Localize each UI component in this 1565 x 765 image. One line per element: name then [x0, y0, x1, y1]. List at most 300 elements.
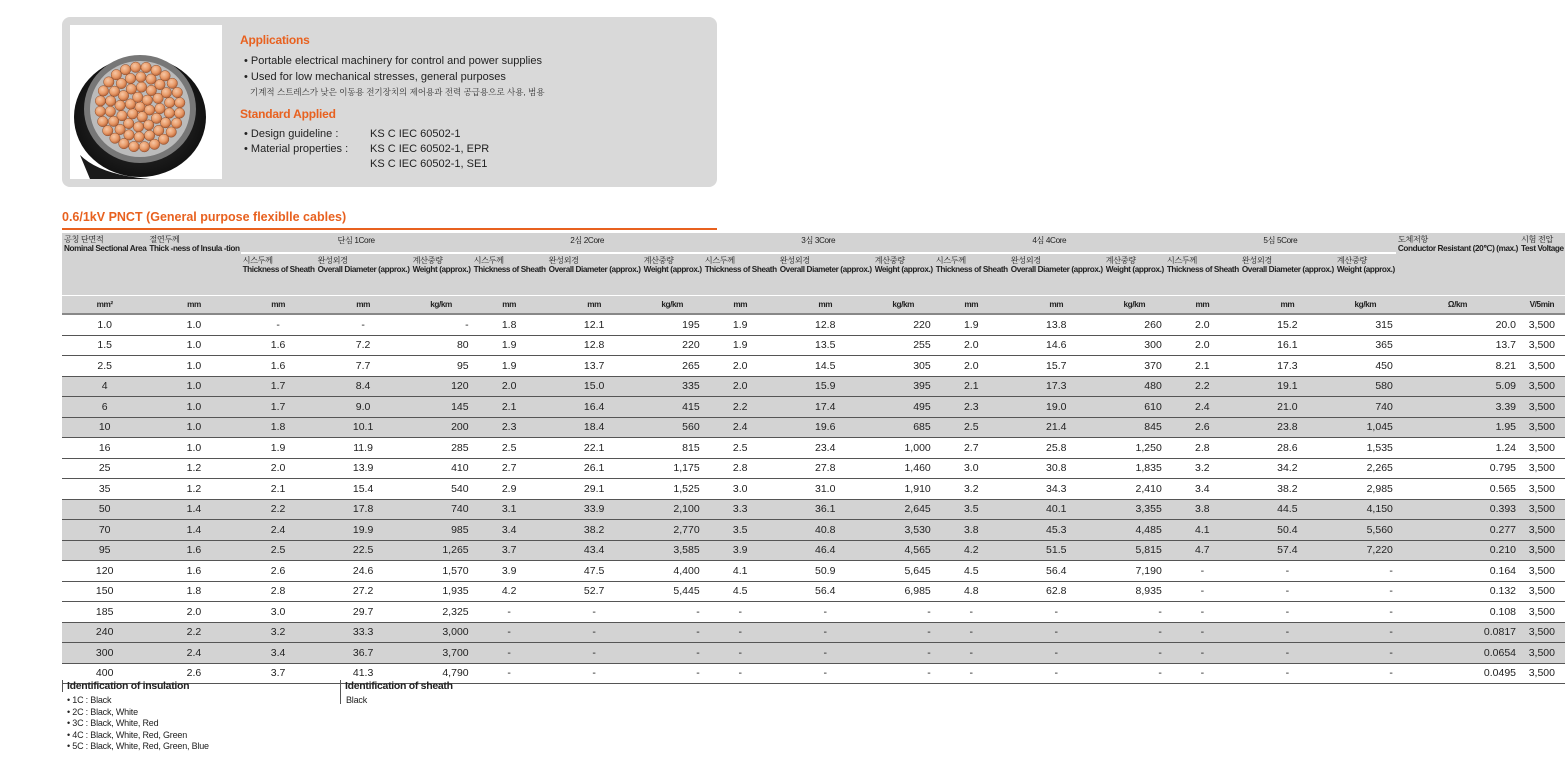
cell-sheath: -	[1165, 582, 1240, 603]
unit-insulation: mm	[147, 295, 240, 316]
cell-overall-diameter: -	[1009, 643, 1104, 664]
cell-weight: 335	[642, 377, 703, 398]
cell-weight: 1,570	[411, 561, 472, 582]
cell-overall-diameter: 23.4	[778, 438, 873, 459]
insulation-item: • 3C : Black, White, Red	[67, 718, 159, 728]
table-row	[62, 438, 1565, 459]
copper-strand	[105, 106, 115, 116]
table-row	[62, 520, 1565, 541]
cell-sheath: 2.8	[1165, 438, 1240, 459]
table-row	[62, 479, 1565, 500]
cell-sheath: 2.0	[703, 356, 778, 377]
cell-weight: 2,325	[411, 602, 472, 623]
cell-weight: 845	[1104, 418, 1165, 439]
insulation-item: • 5C : Black, White, Red, Green, Blue	[67, 741, 209, 751]
cell-overall-diameter: 40.8	[778, 520, 873, 541]
copper-strand	[158, 134, 168, 144]
unit-volt: V/5min	[1519, 295, 1565, 316]
cell-weight: 4,400	[642, 561, 703, 582]
cell-sheath: 1.9	[472, 356, 547, 377]
cell-test-voltage: 3,500	[1519, 479, 1565, 500]
cell-resistance: 0.132	[1396, 582, 1519, 603]
copper-strand	[127, 109, 137, 119]
cell-weight: 95	[411, 356, 472, 377]
cell-overall-diameter: 47.5	[547, 561, 642, 582]
cell-overall-diameter: 22.5	[316, 541, 411, 562]
copper-strand	[164, 108, 174, 118]
cell-overall-diameter: 56.4	[778, 582, 873, 603]
table-row	[62, 500, 1565, 521]
cell-weight: -	[873, 664, 934, 685]
cell-sheath: -	[1165, 623, 1240, 644]
standard-row: KS C IEC 60502-1, SE1	[370, 158, 488, 170]
cell-overall-diameter: 14.6	[1009, 336, 1104, 357]
cell-overall-diameter: -	[1009, 602, 1104, 623]
table-row	[62, 643, 1565, 664]
copper-strand	[133, 122, 143, 132]
unit-mm: mm	[778, 295, 873, 316]
cell-weight: 2,770	[642, 520, 703, 541]
cell-weight: 1,045	[1335, 418, 1396, 439]
sheath-value: Black	[346, 695, 368, 705]
cell-sheath: 2.2	[241, 500, 316, 521]
cell-sheath: 3.4	[472, 520, 547, 541]
cell-overall-diameter: 51.5	[1009, 541, 1104, 562]
unit-kgkm: kg/km	[1104, 295, 1165, 316]
cell-weight: -	[642, 623, 703, 644]
cell-test-voltage: 3,500	[1519, 643, 1565, 664]
cell-test-voltage: 3,500	[1519, 336, 1565, 357]
cell-weight: 450	[1335, 356, 1396, 377]
cell-overall-diameter: 45.3	[1009, 520, 1104, 541]
cell-weight: -	[1104, 602, 1165, 623]
cell-weight: 1,175	[642, 459, 703, 480]
cell-sheath: 2.3	[472, 418, 547, 439]
cell-sheath: -	[703, 602, 778, 623]
cell-overall-diameter: 50.9	[778, 561, 873, 582]
cell-weight: 540	[411, 479, 472, 500]
header-overall-diameter: 완성외경 Overall Diameter (approx.)	[316, 253, 411, 295]
cell-overall-diameter: 22.1	[547, 438, 642, 459]
cell-sheath: 2.8	[241, 582, 316, 603]
copper-strand	[175, 97, 185, 107]
cell-overall-diameter: 12.8	[778, 315, 873, 336]
unit-mm: mm	[934, 295, 1009, 316]
cell-overall-diameter: 30.8	[1009, 459, 1104, 480]
cell-sheath: -	[241, 315, 316, 336]
cell-weight: -	[642, 643, 703, 664]
cell-weight: 740	[411, 500, 472, 521]
cell-overall-diameter: -	[1240, 643, 1335, 664]
standard-title: Standard Applied	[240, 107, 336, 121]
header-group-3core: 3심 3Core	[703, 232, 934, 253]
cell-weight: 815	[642, 438, 703, 459]
cell-resistance: 0.164	[1396, 561, 1519, 582]
copper-strand	[129, 141, 139, 151]
cell-area: 25	[62, 459, 147, 480]
header-weight: 계산중량 Weight (approx.)	[1335, 253, 1396, 295]
cell-overall-diameter: 13.7	[547, 356, 642, 377]
cell-overall-diameter: 43.4	[547, 541, 642, 562]
cell-weight: 2,410	[1104, 479, 1165, 500]
cell-weight: -	[873, 623, 934, 644]
cell-overall-diameter: 12.8	[547, 336, 642, 357]
copper-strand	[149, 139, 159, 149]
cell-resistance: 0.0495	[1396, 664, 1519, 685]
cell-overall-diameter: 27.8	[778, 459, 873, 480]
unit-mm: mm	[703, 295, 778, 316]
copper-strand	[98, 116, 108, 126]
cell-overall-diameter: 57.4	[1240, 541, 1335, 562]
cell-sheath: 1.8	[241, 418, 316, 439]
cell-sheath: 4.8	[934, 582, 1009, 603]
cell-weight: 1,460	[873, 459, 934, 480]
cell-area: 50	[62, 500, 147, 521]
cell-overall-diameter: 12.1	[547, 315, 642, 336]
cell-sheath: 3.0	[934, 459, 1009, 480]
cable-cross-section-image	[70, 25, 222, 179]
cell-overall-diameter: 41.3	[316, 664, 411, 685]
copper-strand	[164, 97, 174, 107]
cell-insulation: 2.4	[147, 643, 240, 664]
cell-weight: 5,645	[873, 561, 934, 582]
table-row	[62, 315, 1565, 336]
cell-area: 185	[62, 602, 147, 623]
cell-weight: 395	[873, 377, 934, 398]
cell-overall-diameter: -	[1240, 602, 1335, 623]
cell-weight: 2,100	[642, 500, 703, 521]
cell-sheath: 1.9	[703, 315, 778, 336]
cell-weight: 3,585	[642, 541, 703, 562]
cell-overall-diameter: 28.6	[1240, 438, 1335, 459]
cell-resistance: 5.09	[1396, 377, 1519, 398]
cell-insulation: 2.2	[147, 623, 240, 644]
cell-overall-diameter: 15.0	[547, 377, 642, 398]
header-overall-diameter: 완성외경 Overall Diameter (approx.)	[1240, 253, 1335, 295]
cell-sheath: 2.0	[241, 459, 316, 480]
cell-sheath: 2.0	[703, 377, 778, 398]
application-item: • Portable electrical machinery for control and power supplies	[244, 55, 542, 67]
cell-sheath: -	[472, 602, 547, 623]
cell-sheath: 3.0	[241, 602, 316, 623]
cell-sheath: 4.5	[934, 561, 1009, 582]
cell-overall-diameter: 29.7	[316, 602, 411, 623]
cell-overall-diameter: 27.2	[316, 582, 411, 603]
header-weight: 계산중량 Weight (approx.)	[1104, 253, 1165, 295]
cell-insulation: 2.0	[147, 602, 240, 623]
cell-overall-diameter: 17.3	[1240, 356, 1335, 377]
cell-weight: 1,265	[411, 541, 472, 562]
cell-overall-diameter: 15.2	[1240, 315, 1335, 336]
cell-sheath: 1.9	[472, 336, 547, 357]
cell-overall-diameter: 62.8	[1009, 582, 1104, 603]
cell-sheath: 3.9	[703, 541, 778, 562]
cell-overall-diameter: 21.4	[1009, 418, 1104, 439]
cell-sheath: 3.2	[241, 623, 316, 644]
cell-overall-diameter: 19.6	[778, 418, 873, 439]
cell-sheath: 1.7	[241, 397, 316, 418]
cell-area: 1.5	[62, 336, 147, 357]
cell-overall-diameter: -	[778, 643, 873, 664]
cell-overall-diameter: 9.0	[316, 397, 411, 418]
cell-sheath: 2.5	[472, 438, 547, 459]
applications-title: Applications	[240, 33, 310, 47]
cell-overall-diameter: -	[778, 623, 873, 644]
header-overall-diameter: 완성외경 Overall Diameter (approx.)	[547, 253, 642, 295]
unit-mm: mm	[472, 295, 547, 316]
cell-overall-diameter: 44.5	[1240, 500, 1335, 521]
cell-sheath: -	[472, 643, 547, 664]
cell-weight: 3,530	[873, 520, 934, 541]
cell-weight: 560	[642, 418, 703, 439]
cell-weight: 1,910	[873, 479, 934, 500]
cell-sheath: -	[1165, 602, 1240, 623]
cell-overall-diameter: 13.9	[316, 459, 411, 480]
cell-sheath: -	[934, 623, 1009, 644]
header-sheath: 시스두께 Thickness of Sheath	[241, 253, 316, 295]
copper-strand	[119, 138, 129, 148]
cell-sheath: 1.6	[241, 336, 316, 357]
cell-sheath: -	[934, 643, 1009, 664]
cell-overall-diameter: 10.1	[316, 418, 411, 439]
cell-sheath: 3.2	[934, 479, 1009, 500]
cell-sheath: 2.3	[934, 397, 1009, 418]
cell-weight: 220	[642, 336, 703, 357]
cell-weight: 365	[1335, 336, 1396, 357]
cell-sheath: -	[934, 664, 1009, 685]
cell-weight: 370	[1104, 356, 1165, 377]
cell-weight: 410	[411, 459, 472, 480]
cell-insulation: 1.6	[147, 561, 240, 582]
cell-overall-diameter: 18.4	[547, 418, 642, 439]
insulation-item: • 2C : Black, White	[67, 706, 138, 717]
unit-mm: mm	[1009, 295, 1104, 316]
cell-area: 150	[62, 582, 147, 603]
cell-weight: -	[1335, 623, 1396, 644]
cell-overall-diameter: 13.5	[778, 336, 873, 357]
cell-resistance: 0.0654	[1396, 643, 1519, 664]
cell-overall-diameter: 16.1	[1240, 336, 1335, 357]
cell-overall-diameter: 13.8	[1009, 315, 1104, 336]
cell-sheath: 4.5	[703, 582, 778, 603]
cell-test-voltage: 3,500	[1519, 623, 1565, 644]
cell-weight: 4,485	[1104, 520, 1165, 541]
cell-overall-diameter: -	[547, 623, 642, 644]
cell-overall-diameter: 34.3	[1009, 479, 1104, 500]
cell-weight: -	[642, 664, 703, 685]
cell-resistance: 0.0817	[1396, 623, 1519, 644]
cell-weight: -	[1104, 643, 1165, 664]
cell-overall-diameter: 46.4	[778, 541, 873, 562]
cell-test-voltage: 3,500	[1519, 397, 1565, 418]
cell-weight: 415	[642, 397, 703, 418]
header-group-2core: 2심 2Core	[472, 232, 703, 253]
cell-overall-diameter: 21.0	[1240, 397, 1335, 418]
cell-resistance: 8.21	[1396, 356, 1519, 377]
cell-weight: 195	[642, 315, 703, 336]
cell-resistance: 1.24	[1396, 438, 1519, 459]
cell-overall-diameter: 24.6	[316, 561, 411, 582]
table-row	[62, 582, 1565, 603]
unit-mm: mm	[316, 295, 411, 316]
cell-weight: 8,935	[1104, 582, 1165, 603]
spec-table	[62, 232, 1565, 684]
cell-weight: 2,645	[873, 500, 934, 521]
cell-weight: -	[411, 315, 472, 336]
cell-sheath: 4.2	[934, 541, 1009, 562]
cell-weight: 1,935	[411, 582, 472, 603]
cell-insulation: 1.2	[147, 459, 240, 480]
cell-sheath: 3.9	[472, 561, 547, 582]
cell-area: 300	[62, 643, 147, 664]
cell-overall-diameter: -	[547, 602, 642, 623]
header-weight: 계산중량 Weight (approx.)	[873, 253, 934, 295]
cell-weight: 145	[411, 397, 472, 418]
header-weight: 계산중량 Weight (approx.)	[411, 253, 472, 295]
cell-test-voltage: 3,500	[1519, 561, 1565, 582]
cell-overall-diameter: 36.1	[778, 500, 873, 521]
cell-weight: 120	[411, 377, 472, 398]
cell-overall-diameter: 36.7	[316, 643, 411, 664]
cell-sheath: 2.9	[472, 479, 547, 500]
cell-overall-diameter: 34.2	[1240, 459, 1335, 480]
cell-insulation: 1.4	[147, 500, 240, 521]
cell-overall-diameter: 56.4	[1009, 561, 1104, 582]
cell-overall-diameter: 7.7	[316, 356, 411, 377]
header-group-1core: 단심 1Core	[241, 232, 472, 253]
cell-weight: 2,265	[1335, 459, 1396, 480]
cell-sheath: 3.1	[472, 500, 547, 521]
copper-strand	[108, 116, 118, 126]
cell-weight: 220	[873, 315, 934, 336]
cell-weight: -	[873, 602, 934, 623]
cell-sheath: 3.8	[1165, 500, 1240, 521]
insulation-list	[62, 695, 332, 753]
cell-sheath: 2.2	[1165, 377, 1240, 398]
cell-sheath: 3.0	[703, 479, 778, 500]
cell-insulation: 1.0	[147, 438, 240, 459]
cell-weight: 4,790	[411, 664, 472, 685]
copper-strand	[151, 65, 161, 75]
unit-kgkm: kg/km	[642, 295, 703, 316]
header-sheath: 시스두께 Thickness of Sheath	[703, 253, 778, 295]
cell-weight: -	[1335, 602, 1396, 623]
cell-sheath: 2.8	[703, 459, 778, 480]
cell-insulation: 1.4	[147, 520, 240, 541]
cell-area: 1.0	[62, 315, 147, 336]
cell-overall-diameter: 38.2	[547, 520, 642, 541]
cell-sheath: 1.9	[934, 315, 1009, 336]
copper-strand	[95, 106, 105, 116]
cell-test-voltage: 3,500	[1519, 418, 1565, 439]
cell-resistance: 0.795	[1396, 459, 1519, 480]
copper-strand	[111, 70, 121, 80]
cell-weight: 260	[1104, 315, 1165, 336]
copper-strand	[136, 72, 146, 82]
header-group-4core: 4심 4Core	[934, 232, 1165, 253]
cell-weight: 1,835	[1104, 459, 1165, 480]
cell-sheath: 2.1	[934, 377, 1009, 398]
cell-sheath: 2.6	[241, 561, 316, 582]
cell-sheath: 2.0	[1165, 315, 1240, 336]
cell-overall-diameter: 23.8	[1240, 418, 1335, 439]
copper-strand	[172, 87, 182, 97]
insulation-item: • 1C : Black	[67, 695, 112, 705]
cell-sheath: 1.9	[703, 336, 778, 357]
cell-sheath: 3.5	[934, 500, 1009, 521]
cell-weight: 1,525	[642, 479, 703, 500]
cell-sheath: 1.6	[241, 356, 316, 377]
cell-weight: -	[873, 643, 934, 664]
cell-area: 400	[62, 664, 147, 685]
cell-test-voltage: 3,500	[1519, 459, 1565, 480]
cell-overall-diameter: -	[1009, 664, 1104, 685]
cell-area: 35	[62, 479, 147, 500]
insulation-title: Identification of insulation	[62, 680, 332, 692]
cell-sheath: -	[703, 664, 778, 685]
table-row	[62, 356, 1565, 377]
cable-cross-section-icon	[70, 25, 222, 179]
copper-strand	[143, 120, 153, 130]
cell-overall-diameter: 7.2	[316, 336, 411, 357]
cell-resistance: 0.565	[1396, 479, 1519, 500]
copper-strand	[160, 118, 170, 128]
cell-insulation: 2.6	[147, 664, 240, 685]
header-group-5core: 5심 5Core	[1165, 232, 1396, 253]
product-info	[240, 33, 710, 172]
cell-sheath: 2.0	[934, 336, 1009, 357]
copper-strand	[120, 65, 130, 75]
cell-overall-diameter: -	[1240, 582, 1335, 603]
cell-overall-diameter: 17.3	[1009, 377, 1104, 398]
cell-sheath: -	[703, 643, 778, 664]
cell-weight: -	[1104, 623, 1165, 644]
copper-strand	[136, 82, 146, 92]
table-row	[62, 336, 1565, 357]
cell-weight: 5,560	[1335, 520, 1396, 541]
cell-weight: 300	[1104, 336, 1165, 357]
header-test-voltage: 시험 전압 Test Voltage	[1519, 232, 1565, 295]
cell-weight: -	[1335, 582, 1396, 603]
unit-kgkm: kg/km	[873, 295, 934, 316]
cell-overall-diameter: 17.4	[778, 397, 873, 418]
cell-overall-diameter: 8.4	[316, 377, 411, 398]
application-korean-note: 기계적 스트레스가 낮은 이동용 전기장치의 제어용과 전력 공급용으로 사용, 범용	[250, 87, 545, 97]
cell-overall-diameter: -	[547, 643, 642, 664]
cell-sheath: 2.1	[241, 479, 316, 500]
cell-area: 10	[62, 418, 147, 439]
copper-strand	[142, 95, 152, 105]
cell-sheath: 2.5	[934, 418, 1009, 439]
cell-insulation: 1.2	[147, 479, 240, 500]
standard-row: • Material properties : KS C IEC 60502-1, EPR	[244, 143, 490, 155]
cell-test-voltage: 3,500	[1519, 520, 1565, 541]
cell-sheath: 3.5	[703, 520, 778, 541]
cell-test-voltage: 3,500	[1519, 377, 1565, 398]
cell-sheath: -	[1165, 561, 1240, 582]
copper-strand	[115, 100, 125, 110]
cell-sheath: 4.1	[703, 561, 778, 582]
cell-sheath: 3.7	[241, 664, 316, 685]
cell-overall-diameter: 38.2	[1240, 479, 1335, 500]
cell-sheath: 3.3	[703, 500, 778, 521]
cell-weight: 985	[411, 520, 472, 541]
cell-sheath: 2.0	[472, 377, 547, 398]
cell-sheath: 3.2	[1165, 459, 1240, 480]
cell-sheath: 4.7	[1165, 541, 1240, 562]
cell-resistance: 3.39	[1396, 397, 1519, 418]
cell-test-voltage: 3,500	[1519, 500, 1565, 521]
